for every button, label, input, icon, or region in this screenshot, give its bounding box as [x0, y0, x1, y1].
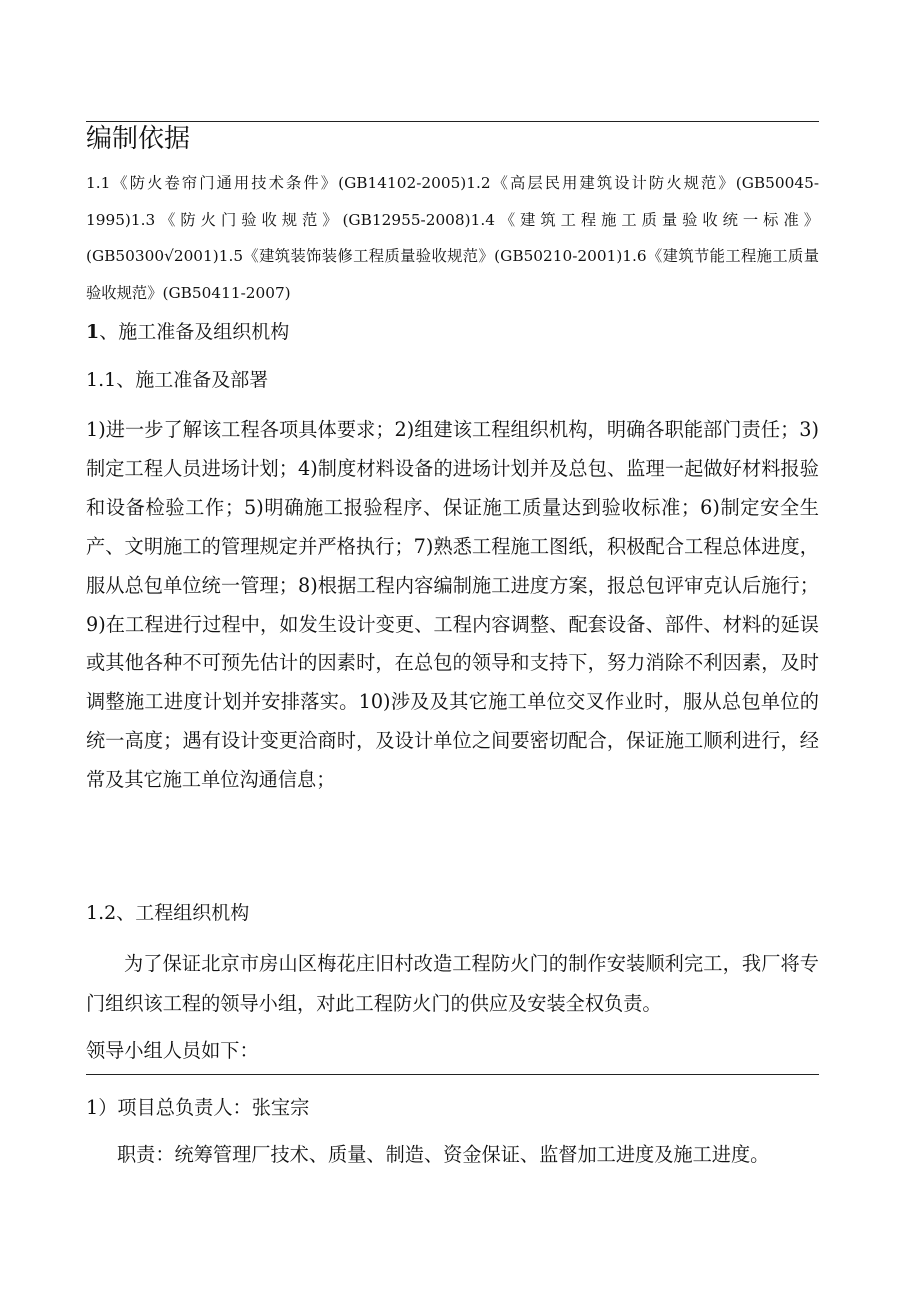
member-project-lead-duty: 职责：统筹管理厂技术、质量、制造、资金保证、监督加工进度及施工进度。	[117, 1143, 770, 1166]
members-label: 领导小组人员如下：	[86, 1039, 259, 1062]
page-title: 编制依据	[86, 124, 191, 154]
top-divider	[86, 121, 819, 122]
reference-standards: 1.1《防火卷帘门通用技术条件》(GB14102-2005)1.2《高层民用建筑设计防火规范》(GB50045-1995)1.3《防火门验收规范》(GB12955-2008)1.4《建筑工程施工质量验收统一标准》(GB50300√2001)1.5《建筑装饰装修工程质量验收规范》(GB50210-2001)1.6《建筑节能工程施工质量验收规范》(GB50411-2007)	[86, 174, 819, 302]
member-project-lead: 1）项目总负责人：张宝宗	[86, 1096, 310, 1119]
middle-divider	[86, 1074, 819, 1075]
section-1-title: 、施工准备及组织机构	[99, 321, 290, 343]
section-1-1-body: 1)进一步了解该工程各项具体要求；2)组建该工程组织机构，明确各职能部门责任；3)制定工程人员进场计划；4)制度材料设备的进场计划并及总包、监理一起做好材料报验和设备检验工作；5)明确施工报验程序、保证施工质量达到验收标准；6)制定安全生产、文明施工的管理规定并严格执行；7)熟悉工程施工图纸，积极配合工程总体进度，服从总包单位统一管理；8)根据工程内容编制施工进度方案，报总包评审克认后施行；9)在工程进行过程中，如发生设计变更、工程内容调整、配套设备、部件、材料的延误或其他各种不可预先估计的因素时，在总包的领导和支持下，努力消除不利因素，及时调整施工进度计划并安排落实。10)涉及及其它施工单位交叉作业时，服从总包单位的统一高度；遇有设计变更洽商时，及设计单位之间要密切配合，保证施工顺利进行，经常及其它施工单位沟通信息；	[86, 418, 819, 792]
section-1-2-intro: 为了保证北京市房山区梅花庄旧村改造工程防火门的制作安装顺利完工，我厂将专门组织该工程的领导小组，对此工程防火门的供应及安装全权负责。	[86, 952, 819, 1015]
section-1-1-heading: 1.1、施工准备及部署	[86, 369, 269, 391]
section-1-heading	[86, 318, 289, 346]
section-1-number: 1	[86, 321, 100, 343]
section-1-2-heading: 1.2、工程组织机构	[86, 902, 250, 924]
